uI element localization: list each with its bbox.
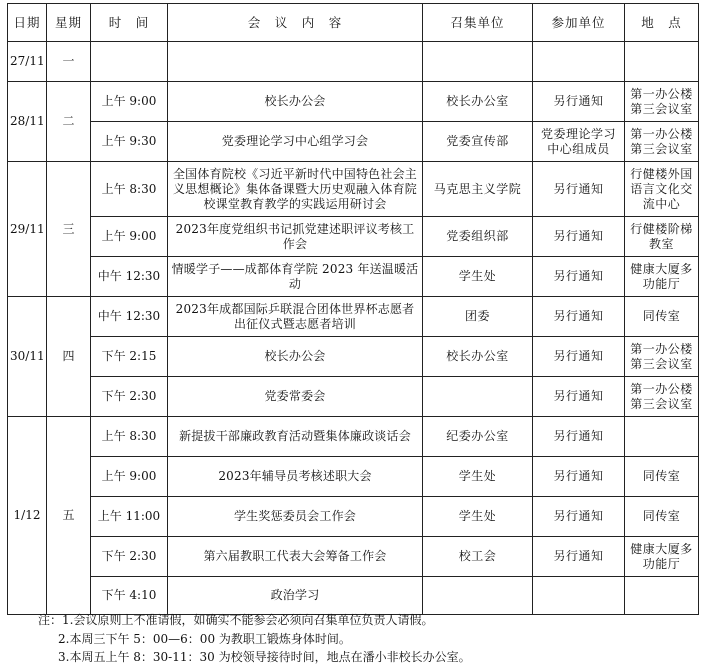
- weekday-cell: 四: [47, 297, 91, 417]
- weekly-meeting-schedule-table: [7, 3, 699, 615]
- header-content: 会 议 内 容: [168, 4, 423, 42]
- time-cell: 上午 9:30: [91, 122, 168, 162]
- participants-cell: 另行通知: [533, 162, 625, 217]
- participants-cell: 另行通知: [533, 377, 625, 417]
- table-row: [8, 417, 699, 457]
- header-participants: 参加单位: [533, 4, 625, 42]
- location-cell: 第一办公楼第三会议室: [625, 377, 699, 417]
- organizer-cell: [423, 577, 533, 615]
- organizer-cell: 党委宣传部: [423, 122, 533, 162]
- content-cell: [168, 42, 423, 82]
- date-cell: 27/11: [8, 42, 47, 82]
- header-location: 地 点: [625, 4, 699, 42]
- content-cell: 第六届教职工代表大会筹备工作会: [168, 537, 423, 577]
- date-cell: 28/11: [8, 82, 47, 162]
- table-row: [8, 377, 699, 417]
- location-cell: 第一办公楼第三会议室: [625, 337, 699, 377]
- table-row: [8, 42, 699, 82]
- content-cell: 政治学习: [168, 577, 423, 615]
- header-date: 日期: [8, 4, 47, 42]
- location-cell: 行健楼外国语言文化交流中心: [625, 162, 699, 217]
- participants-cell: 另行通知: [533, 457, 625, 497]
- participants-cell: 党委理论学习中心组成员: [533, 122, 625, 162]
- location-cell: 同传室: [625, 457, 699, 497]
- location-cell: 同传室: [625, 497, 699, 537]
- weekday-cell: 五: [47, 417, 91, 615]
- schedule-body: [8, 42, 699, 615]
- table-row: [8, 257, 699, 297]
- weekday-cell: 三: [47, 162, 91, 297]
- organizer-cell: 校工会: [423, 537, 533, 577]
- notes: [38, 611, 471, 667]
- participants-cell: 另行通知: [533, 337, 625, 377]
- weekday-cell: 二: [47, 82, 91, 162]
- organizer-cell: 团委: [423, 297, 533, 337]
- table-row: [8, 457, 699, 497]
- location-cell: 健康大厦多功能厅: [625, 257, 699, 297]
- time-cell: 中午 12:30: [91, 297, 168, 337]
- content-cell: 全国体育院校《习近平新时代中国特色社会主义思想概论》集体备课暨大历史观融入体育院校课堂教育教学的实践运用研讨会: [168, 162, 423, 217]
- location-cell: 同传室: [625, 297, 699, 337]
- table-row: [8, 82, 699, 122]
- participants-cell: 另行通知: [533, 82, 625, 122]
- time-cell: 下午 2:30: [91, 377, 168, 417]
- time-cell: 上午 8:30: [91, 162, 168, 217]
- organizer-cell: 纪委办公室: [423, 417, 533, 457]
- note-1: 注：1.会议原则上不准请假，如确实不能参会必须向召集单位负责人请假。: [38, 613, 434, 627]
- location-cell: [625, 42, 699, 82]
- content-cell: 新提拔干部廉政教育活动暨集体廉政谈话会: [168, 417, 423, 457]
- time-cell: 下午 2:30: [91, 537, 168, 577]
- table-row: [8, 122, 699, 162]
- content-cell: 2023年度党组织书记抓党建述职评议考核工作会: [168, 217, 423, 257]
- organizer-cell: 校长办公室: [423, 337, 533, 377]
- participants-cell: 另行通知: [533, 537, 625, 577]
- participants-cell: 另行通知: [533, 297, 625, 337]
- header-organizer: 召集单位: [423, 4, 533, 42]
- participants-cell: 另行通知: [533, 497, 625, 537]
- location-cell: 健康大厦多功能厅: [625, 537, 699, 577]
- time-cell: 上午 11:00: [91, 497, 168, 537]
- time-cell: 上午 9:00: [91, 217, 168, 257]
- organizer-cell: [423, 377, 533, 417]
- organizer-cell: 马克思主义学院: [423, 162, 533, 217]
- location-cell: 行健楼阶梯教室: [625, 217, 699, 257]
- participants-cell: [533, 577, 625, 615]
- table-row: [8, 497, 699, 537]
- organizer-cell: 学生处: [423, 457, 533, 497]
- content-cell: 校长办公会: [168, 82, 423, 122]
- time-cell: 上午 8:30: [91, 417, 168, 457]
- participants-cell: 另行通知: [533, 417, 625, 457]
- header-time: 时 间: [91, 4, 168, 42]
- note-2: 2.本周三下午 5：00—6：00 为教职工锻炼身体时间。: [58, 631, 351, 646]
- date-cell: 30/11: [8, 297, 47, 417]
- participants-cell: [533, 42, 625, 82]
- table-row: [8, 537, 699, 577]
- table-header-row: [8, 4, 699, 42]
- date-cell: 29/11: [8, 162, 47, 297]
- location-cell: [625, 417, 699, 457]
- time-cell: 中午 12:30: [91, 257, 168, 297]
- participants-cell: 另行通知: [533, 257, 625, 297]
- location-cell: [625, 577, 699, 615]
- weekday-cell: 一: [47, 42, 91, 82]
- time-cell: 下午 4:10: [91, 577, 168, 615]
- table-row: [8, 162, 699, 217]
- table-row: [8, 577, 699, 615]
- table-row: [8, 297, 699, 337]
- content-cell: 2023年辅导员考核述职大会: [168, 457, 423, 497]
- organizer-cell: 党委组织部: [423, 217, 533, 257]
- content-cell: 2023年成都国际乒联混合团体世界杯志愿者出征仪式暨志愿者培训: [168, 297, 423, 337]
- content-cell: 情暖学子——成都体育学院 2023 年送温暖活动: [168, 257, 423, 297]
- location-cell: 第一办公楼第三会议室: [625, 122, 699, 162]
- content-cell: 党委常委会: [168, 377, 423, 417]
- table-row: [8, 337, 699, 377]
- time-cell: [91, 42, 168, 82]
- content-cell: 学生奖惩委员会工作会: [168, 497, 423, 537]
- date-cell: 1/12: [8, 417, 47, 615]
- header-weekday: 星期: [47, 4, 91, 42]
- time-cell: 上午 9:00: [91, 82, 168, 122]
- table-row: [8, 217, 699, 257]
- time-cell: 下午 2:15: [91, 337, 168, 377]
- participants-cell: 另行通知: [533, 217, 625, 257]
- content-cell: 党委理论学习中心组学习会: [168, 122, 423, 162]
- location-cell: 第一办公楼第三会议室: [625, 82, 699, 122]
- organizer-cell: 学生处: [423, 497, 533, 537]
- content-cell: 校长办公会: [168, 337, 423, 377]
- organizer-cell: [423, 42, 533, 82]
- organizer-cell: 学生处: [423, 257, 533, 297]
- note-3: 3.本周五上午 8：30-11：30 为校领导接待时间，地点在潘小非校长办公室。: [58, 650, 471, 664]
- time-cell: 上午 9:00: [91, 457, 168, 497]
- organizer-cell: 校长办公室: [423, 82, 533, 122]
